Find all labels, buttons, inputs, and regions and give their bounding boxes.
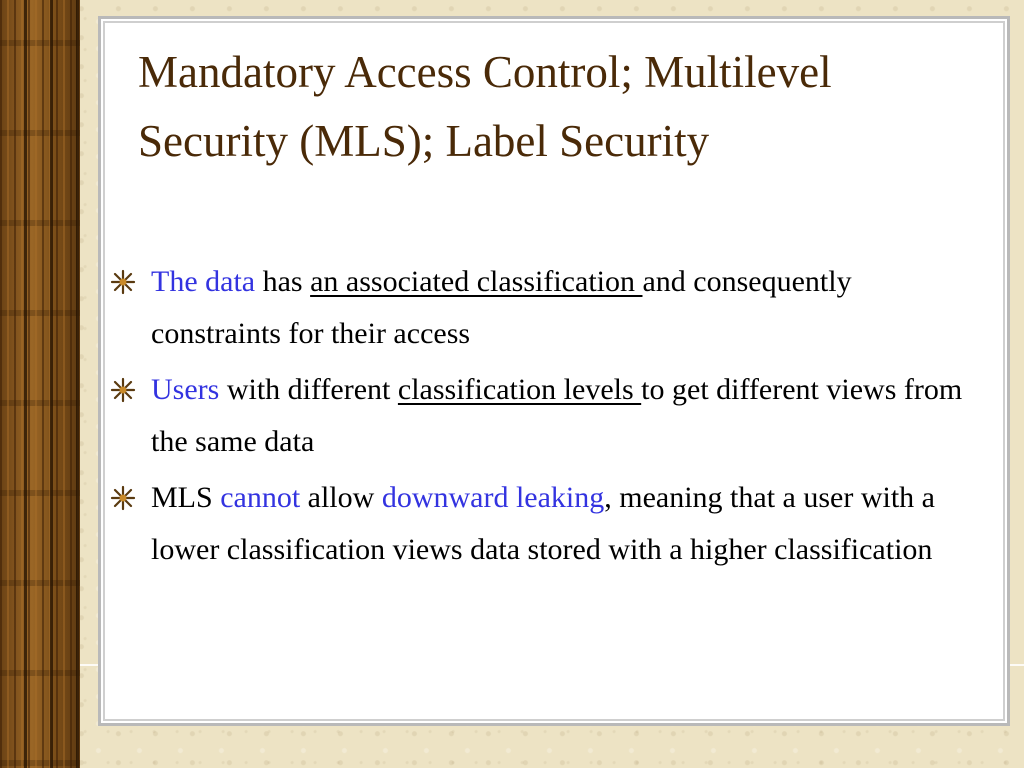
bullet-run-highlight: The data	[151, 265, 256, 298]
wood-seam	[24, 0, 27, 768]
wood-grain-sidebar	[0, 0, 80, 768]
bullet-run: has	[255, 265, 311, 298]
bullet-item	[110, 364, 980, 468]
bullet-run: MLS	[151, 481, 221, 514]
wood-seam	[50, 0, 53, 768]
bullet-run: with different	[219, 373, 398, 406]
asterisk-star-icon	[110, 377, 136, 403]
bullet-run: , meaning that a user with a lower classification views data stored with a higher classification	[151, 481, 935, 566]
bullet-item	[110, 472, 980, 576]
bullet-run-underlined: classification levels	[397, 373, 642, 406]
asterisk-star-icon	[110, 485, 136, 511]
bullet-item	[110, 256, 980, 360]
wood-seam	[76, 0, 79, 768]
bullet-list	[110, 256, 980, 580]
bullet-run-underlined: an associated classification	[310, 265, 643, 298]
slide-title: Mandatory Access Control; Multilevel Security (MLS); Label Security	[138, 47, 832, 166]
bullet-run-highlight: Users	[151, 373, 220, 406]
bullet-run: and consequently constraints for their access	[151, 265, 852, 350]
bullet-run: to get different views from the same data	[151, 373, 963, 458]
asterisk-star-icon	[110, 269, 136, 295]
bullet-run-highlight: downward leaking	[381, 481, 605, 514]
bullet-run: allow	[300, 481, 382, 514]
bullet-run-highlight: cannot	[220, 481, 301, 514]
